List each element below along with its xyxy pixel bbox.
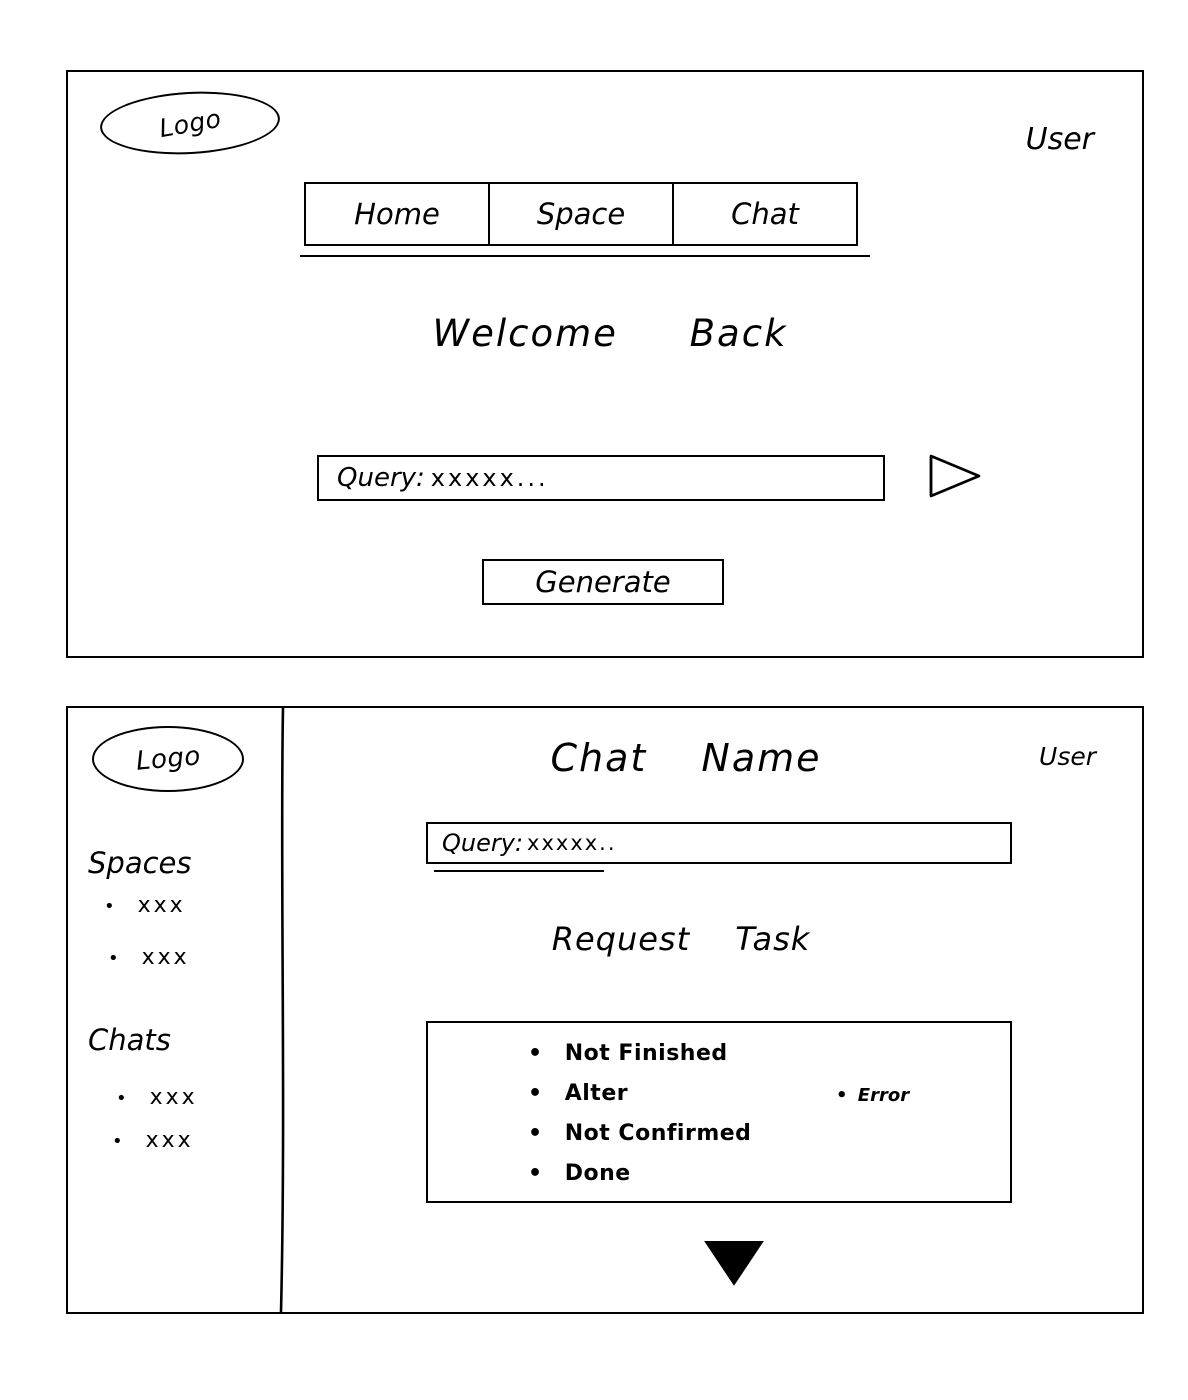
section-label-word-2: Task [735, 920, 811, 958]
task-row-label: Not Finished [564, 1041, 728, 1066]
welcome-word-2: Back [689, 312, 788, 355]
task-row-label: Not Confirmed [564, 1121, 752, 1146]
bullet-icon: • [108, 948, 122, 969]
task-status-panel [426, 1021, 1012, 1203]
logo-label: Logo [156, 103, 224, 143]
tab-space-label: Space [536, 197, 626, 231]
bullet-icon: • [836, 1085, 848, 1106]
logo[interactable] [99, 87, 282, 158]
sidebar-item-chat-1-label: xxx [149, 1085, 198, 1110]
tab-chat[interactable] [674, 184, 856, 244]
section-label-word-1: Request [551, 920, 691, 958]
query-underline [434, 870, 604, 872]
query-input[interactable] [426, 822, 1012, 864]
sidebar-item-chat-1[interactable] [116, 1085, 198, 1110]
sidebar-heading-spaces-label: Spaces [88, 846, 192, 880]
sidebar-item-space-2[interactable] [108, 945, 190, 970]
welcome-word-1: Welcome [432, 312, 618, 355]
task-row[interactable] [528, 1121, 751, 1146]
sidebar-heading-spaces [88, 846, 191, 880]
nav-underline [300, 255, 870, 257]
bullet-icon: • [528, 1161, 543, 1186]
tab-home-label: Home [354, 197, 440, 231]
section-label-request-task [290, 920, 1142, 958]
status-badge-error [836, 1085, 909, 1106]
query-input-label: Query: [442, 829, 524, 857]
tab-chat-label: Chat [731, 197, 799, 231]
logo[interactable] [92, 726, 244, 792]
sidebar-divider [276, 708, 290, 1312]
user-label: User [1025, 122, 1094, 157]
bullet-icon: • [528, 1041, 543, 1066]
welcome-headline [68, 312, 1142, 355]
sidebar-item-chat-2-label: xxx [145, 1128, 194, 1153]
caret-down-icon[interactable] [702, 1236, 766, 1286]
tab-home[interactable] [306, 184, 490, 244]
wireframe-home-screen [66, 70, 1144, 658]
task-row-label: Done [564, 1161, 631, 1186]
status-badge-error-label: Error [857, 1085, 910, 1106]
generate-button[interactable] [482, 559, 724, 605]
task-row[interactable] [528, 1161, 631, 1186]
bullet-icon: • [112, 1131, 126, 1152]
sidebar-item-space-1[interactable] [104, 893, 186, 918]
sidebar-heading-chats-label: Chats [88, 1023, 171, 1057]
query-input-label: Query: [337, 463, 425, 493]
page-title-word-2: Name [701, 736, 822, 780]
page-title [290, 736, 1142, 780]
user-label: User [1039, 742, 1096, 771]
bullet-icon: • [528, 1121, 543, 1146]
query-input[interactable] [317, 455, 885, 501]
task-row[interactable] [528, 1081, 628, 1106]
send-arrow-icon[interactable] [925, 450, 985, 502]
sidebar-item-chat-2[interactable] [112, 1128, 194, 1153]
bullet-icon: • [528, 1081, 543, 1106]
bullet-icon: • [116, 1088, 130, 1109]
logo-label: Logo [134, 741, 202, 777]
nav-tabs [304, 182, 858, 246]
query-input-value: xxxxx.. [527, 831, 617, 855]
task-row[interactable] [528, 1041, 728, 1066]
sidebar-heading-chats [88, 1023, 171, 1057]
user-menu[interactable] [1026, 122, 1094, 157]
sidebar-item-space-1-label: xxx [137, 893, 186, 918]
wireframe-chat-screen [66, 706, 1144, 1314]
task-row-label: Alter [564, 1081, 629, 1106]
tab-space[interactable] [490, 184, 674, 244]
query-input-value: xxxxx... [430, 464, 549, 492]
bullet-icon: • [104, 896, 118, 917]
sidebar-item-space-2-label: xxx [141, 945, 190, 970]
page-title-word-1: Chat [550, 736, 648, 780]
generate-button-label: Generate [535, 565, 671, 599]
